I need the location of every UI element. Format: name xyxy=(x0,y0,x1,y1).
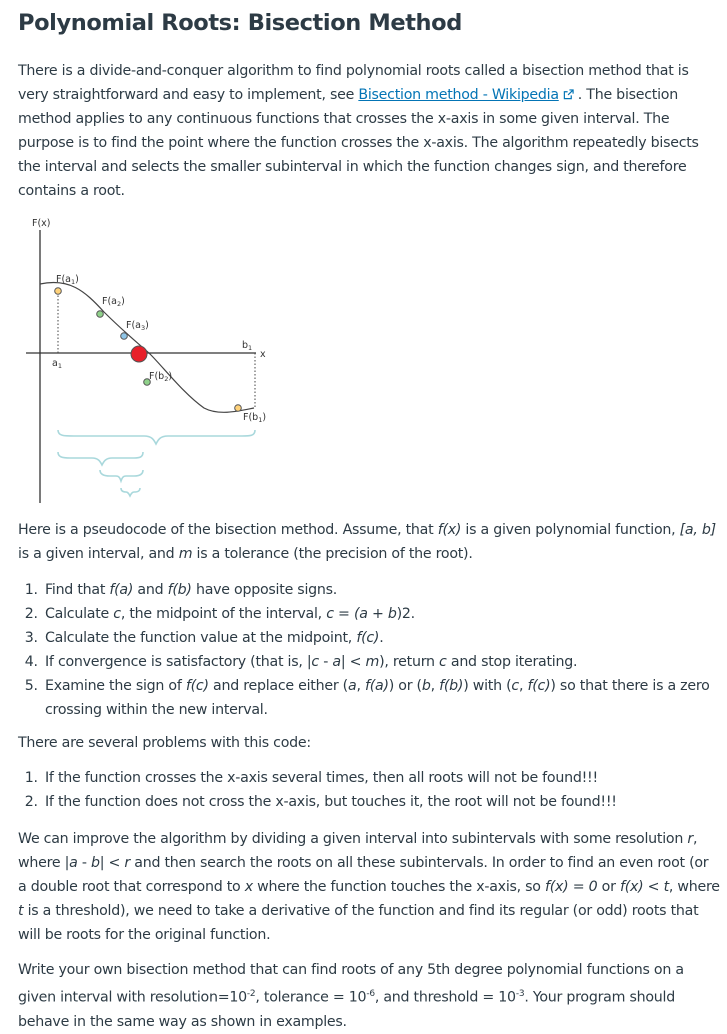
point-f-a2 xyxy=(97,311,104,318)
brace-level-2 xyxy=(58,452,143,465)
intro-text-continued: . The bisection method applies to any continuous functions that crosses the x-axis in some given interval. The purpose is to find the point where the function crosses the x-axis. The algorithm repeatedly bisects the interval and selects the smaller subinterval in which the function changes sign, and therefore contains a root. xyxy=(18,87,699,199)
problems-intro: There are several problems with this code: xyxy=(18,735,311,751)
pseudocode-steps xyxy=(18,578,720,722)
intro-paragraph xyxy=(18,59,720,203)
step-3: 3. Calculate the function value at the midpoint, f(c). xyxy=(42,626,720,650)
page-content xyxy=(18,0,720,1034)
task-paragraph: Write your own bisection method that can find roots of any 5th degree polynomial functions on a given interval with $resolution=10^{-2}$, tolerance = $10^{-6}$, and threshold = $10^{-3}$. Your program should behave in the same way as shown in examples. xyxy=(18,962,684,1030)
external-link-icon[interactable] xyxy=(563,89,574,100)
step-1: 1. Find that f(a) and f(b) have opposite signs. xyxy=(42,578,720,602)
label-a1: $a_1$ xyxy=(52,358,62,370)
root-point xyxy=(131,346,147,362)
brace-level-4 xyxy=(121,488,140,496)
label-f-a3: $F(a_3)$ xyxy=(126,320,149,332)
step-4: 4. If convergence is satisfactory (that is, |c - a| < m), return c and stop iterating. xyxy=(42,650,720,674)
page-title: Polynomial Roots: Bisection Method xyxy=(18,10,462,36)
problem-2: 2. If the function does not cross the x-axis, but touches it, the root will not be found!!! xyxy=(42,790,720,814)
label-b1: $b_1$ xyxy=(242,340,253,352)
x-axis-label: x xyxy=(260,349,266,360)
label-f-a2: $F(a_2)$ xyxy=(102,296,125,308)
point-f-a1 xyxy=(55,288,62,295)
intro-text: There is a divide-and-conquer algorithm to find polynomial roots called a bisection method that is very straightforward and easy to implement, see xyxy=(18,63,689,103)
problems-list xyxy=(18,766,720,814)
function-curve xyxy=(40,282,254,412)
step-2: 2. Calculate c, the midpoint of the interval, c = (a + b)2. xyxy=(42,602,720,626)
point-f-b1 xyxy=(235,405,242,412)
wikipedia-link[interactable]: Bisection method - Wikipedia xyxy=(358,87,559,103)
point-f-a3 xyxy=(121,333,128,340)
step-5: 5. Examine the sign of f(c) and replace either (a, f(a)) or (b, f(b)) with (c, f(c)) so that there is a zero crossing within the new interval. xyxy=(42,674,720,722)
improvement-paragraph: We can improve the algorithm by dividing a given interval into subintervals with some resolution r, where |a - b| < r and then search the roots on all these subintervals. In order to find an even root (or a double root that correspond to x where the function touches the x-axis, so f(x) = 0 or f(x) < t, where t is a threshold), we need to take a derivative of the function and find its regular (or odd) roots that will be roots for the original function. xyxy=(18,831,720,943)
y-axis-label: F(x) xyxy=(32,218,51,229)
brace-level-1 xyxy=(58,430,255,444)
brace-level-3 xyxy=(100,470,143,481)
bisection-diagram xyxy=(14,218,314,508)
bisection-diagram-svg xyxy=(14,218,314,508)
label-f-b1: $F(b_1)$ xyxy=(243,412,267,424)
problem-1: 1. If the function crosses the x-axis several times, then all roots will not be found!!! xyxy=(42,766,720,790)
pseudocode-intro: Here is a pseudocode of the bisection method. Assume, that f(x) is a given polynomial function, [a, b] is a given interval, and m is a tolerance (the precision of the root). xyxy=(18,522,716,562)
label-f-b2: $F(b_2)$ xyxy=(149,371,173,383)
label-f-a1: $F(a_1)$ xyxy=(56,274,79,286)
